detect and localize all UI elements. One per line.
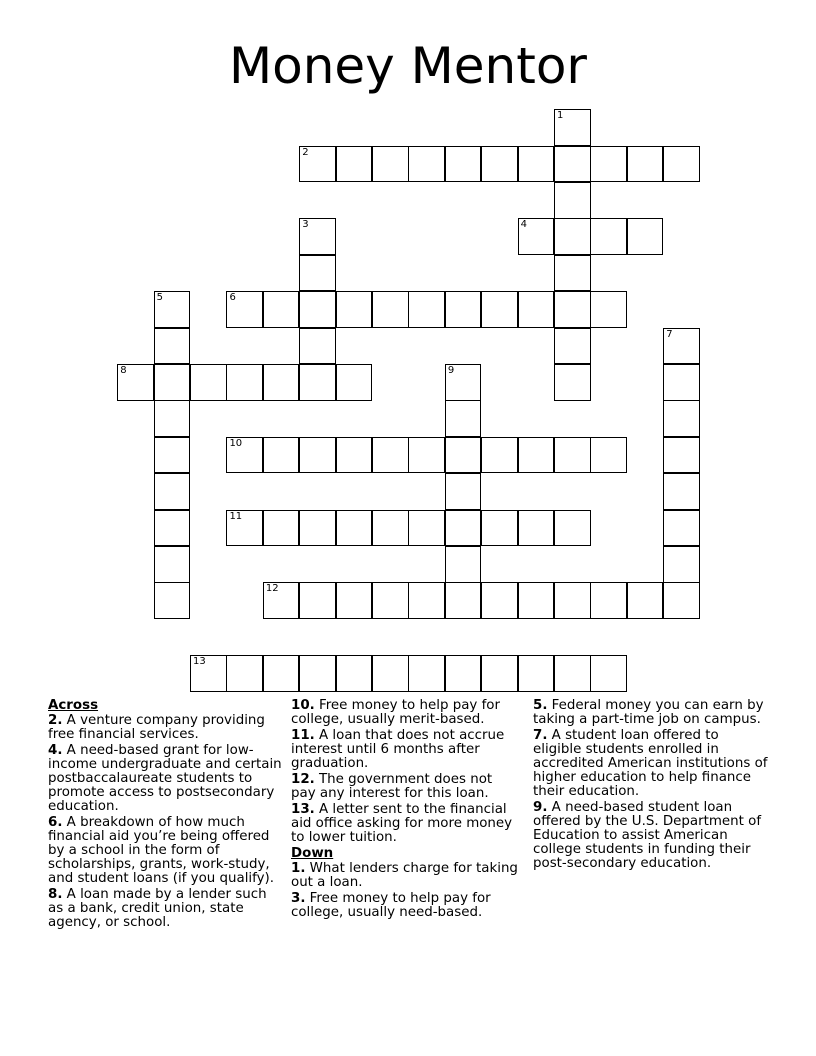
grid-cell[interactable] — [590, 146, 627, 183]
grid-cell[interactable] — [190, 364, 227, 401]
grid-cell[interactable] — [336, 364, 373, 401]
clue-item — [533, 729, 769, 799]
grid-cell[interactable] — [226, 655, 263, 692]
clue-number-label: 9. — [533, 800, 548, 815]
grid-cell[interactable] — [263, 437, 300, 474]
clue-item — [291, 729, 521, 771]
grid-cell[interactable] — [590, 582, 627, 619]
grid-cell[interactable] — [481, 291, 518, 328]
grid-cell[interactable] — [154, 437, 191, 474]
clue-number: 5 — [156, 292, 164, 304]
grid-cell[interactable] — [299, 510, 336, 547]
grid-cell[interactable] — [336, 437, 373, 474]
clue-item — [533, 699, 769, 727]
clue-number: 13 — [193, 656, 206, 668]
grid-cell[interactable] — [663, 437, 700, 474]
grid-cell[interactable] — [481, 437, 518, 474]
clue-text: A loan that does not accrue interest until 6 months after graduation. — [291, 728, 505, 771]
clue-number-label: 3. — [291, 891, 306, 906]
grid-cell[interactable] — [263, 291, 300, 328]
clue-text: A need-based grant for low-income undergraduate and certain postbaccalaureate students to promote access to postsecondary education. — [48, 743, 282, 814]
clue-number: 1 — [557, 110, 564, 122]
grid-cell[interactable] — [554, 510, 591, 547]
clue-number: 8 — [120, 365, 127, 377]
grid-cell[interactable] — [299, 655, 336, 692]
clues-column-3 — [533, 699, 769, 873]
grid-cell[interactable] — [299, 218, 336, 255]
clue-number-label: 5. — [533, 698, 548, 713]
clue-item — [291, 699, 521, 727]
grid-cell[interactable] — [627, 146, 664, 183]
grid-cell[interactable] — [554, 255, 591, 292]
grid-cell[interactable] — [445, 546, 482, 583]
clues-column-1 — [48, 699, 283, 932]
grid-cell[interactable] — [263, 510, 300, 547]
grid-cell[interactable] — [372, 510, 409, 547]
clue-text: A breakdown of how much financial aid you’re being offered by a school in the form of scholarships, grants, work-study, and student loans (if you qualify). — [48, 815, 275, 886]
clue-item — [291, 862, 521, 890]
grid-cell[interactable] — [554, 437, 591, 474]
grid-cell[interactable] — [554, 655, 591, 692]
grid-cell[interactable] — [663, 328, 700, 365]
clue-text: Free money to help pay for college, usually need-based. — [291, 891, 491, 920]
grid-cell[interactable] — [518, 218, 555, 255]
clue-number-label: 10. — [291, 698, 315, 713]
grid-cell[interactable] — [445, 400, 482, 437]
grid-cell[interactable] — [372, 655, 409, 692]
grid-cell[interactable] — [263, 655, 300, 692]
grid-cell[interactable] — [445, 473, 482, 510]
grid-cell[interactable] — [117, 364, 154, 401]
grid-cell[interactable] — [299, 582, 336, 619]
grid-cell[interactable] — [226, 364, 263, 401]
grid-cell[interactable] — [263, 364, 300, 401]
clue-number: 2 — [302, 146, 309, 158]
grid-cell[interactable] — [518, 655, 555, 692]
clue-text: The government does not pay any interest for this loan. — [291, 772, 493, 801]
grid-cell[interactable] — [627, 582, 664, 619]
grid-cell[interactable] — [408, 510, 445, 547]
grid-cell[interactable] — [590, 437, 627, 474]
clue-number-label: 13. — [291, 802, 315, 817]
grid-cell[interactable] — [299, 364, 336, 401]
grid-cell[interactable] — [226, 437, 263, 474]
grid-cell[interactable] — [154, 510, 191, 547]
grid-cell[interactable] — [518, 437, 555, 474]
grid-cell[interactable] — [445, 437, 482, 474]
clue-number: 11 — [229, 510, 243, 522]
grid-cell[interactable] — [226, 291, 263, 328]
grid-cell[interactable] — [445, 364, 482, 401]
grid-cell[interactable] — [554, 109, 591, 146]
grid-cell[interactable] — [590, 655, 627, 692]
grid-cell[interactable] — [408, 437, 445, 474]
grid-cell[interactable] — [154, 364, 191, 401]
grid-cell[interactable] — [372, 291, 409, 328]
clue-text: A need-based student loan offered by the U.S. Department of Education to assist American college students in funding their post-secondary education. — [533, 800, 762, 871]
grid-cell[interactable] — [663, 582, 700, 619]
clue-number: 4 — [520, 219, 528, 231]
grid-cell[interactable] — [518, 291, 555, 328]
down-heading: Down — [291, 846, 334, 861]
clue-text: A student loan offered to eligible students enrolled in accredited American institutions of higher education to help finance their education. — [533, 728, 768, 799]
grid-cell[interactable] — [226, 510, 263, 547]
grid-cell[interactable] — [554, 291, 591, 328]
grid-cell[interactable] — [554, 218, 591, 255]
grid-cell[interactable] — [554, 328, 591, 365]
grid-cell[interactable] — [663, 146, 700, 183]
clue-item — [48, 888, 283, 930]
grid-cell[interactable] — [154, 400, 191, 437]
clue-number-label: 1. — [291, 861, 306, 876]
grid-cell[interactable] — [445, 655, 482, 692]
grid-cell[interactable] — [190, 655, 227, 692]
clue-item — [291, 803, 521, 845]
grid-cell[interactable] — [408, 291, 445, 328]
grid-cell[interactable] — [481, 510, 518, 547]
clue-item — [291, 892, 521, 920]
grid-cell[interactable] — [590, 291, 627, 328]
grid-cell[interactable] — [372, 146, 409, 183]
grid-cell[interactable] — [445, 146, 482, 183]
grid-cell[interactable] — [372, 582, 409, 619]
clue-item — [48, 816, 283, 886]
grid-cell[interactable] — [154, 473, 191, 510]
grid-cell[interactable] — [336, 582, 373, 619]
clue-text: Federal money you can earn by taking a part-time job on campus. — [533, 698, 764, 727]
clue-number: 9 — [447, 365, 455, 377]
grid-cell[interactable] — [481, 146, 518, 183]
grid-cell[interactable] — [663, 473, 700, 510]
grid-cell[interactable] — [154, 328, 191, 365]
grid-cell[interactable] — [445, 582, 482, 619]
grid-cell[interactable] — [299, 328, 336, 365]
grid-cell[interactable] — [554, 364, 591, 401]
clue-number-label: 2. — [48, 713, 63, 728]
clue-item — [291, 773, 521, 801]
clue-number-label: 7. — [533, 728, 548, 743]
page-title: Money Mentor — [228, 37, 587, 95]
clue-number-label: 8. — [48, 887, 63, 902]
grid-cell[interactable] — [663, 364, 700, 401]
clue-number: 3 — [302, 219, 309, 231]
clue-number-label: 11. — [291, 728, 315, 743]
grid-cell[interactable] — [336, 655, 373, 692]
clue-text: A letter sent to the financial aid office asking for more money to lower tuition. — [291, 802, 513, 845]
grid-cell[interactable] — [554, 182, 591, 219]
grid-cell[interactable] — [554, 146, 591, 183]
grid-cell[interactable] — [336, 510, 373, 547]
grid-cell[interactable] — [554, 582, 591, 619]
clue-number: 6 — [229, 292, 236, 304]
grid-cell[interactable] — [590, 218, 627, 255]
clue-text: Free money to help pay for college, usually merit-based. — [291, 698, 501, 727]
clue-number: 10 — [229, 437, 243, 449]
grid-cell[interactable] — [445, 291, 482, 328]
across-heading: Across — [48, 698, 99, 713]
clue-text: A loan made by a lender such as a bank, credit union, state agency, or school. — [48, 887, 267, 930]
clue-text: What lenders charge for taking out a loan. — [291, 861, 518, 890]
grid-cell[interactable] — [408, 655, 445, 692]
clues-column-2 — [291, 699, 521, 922]
grid-cell[interactable] — [154, 546, 191, 583]
grid-cell[interactable] — [154, 291, 191, 328]
grid-cell[interactable] — [299, 255, 336, 292]
clue-text: A venture company providing free financial services. — [48, 713, 265, 742]
clue-item — [533, 801, 769, 871]
clue-item — [48, 744, 283, 814]
grid-cell[interactable] — [518, 510, 555, 547]
grid-cell[interactable] — [299, 146, 336, 183]
grid-cell[interactable] — [518, 582, 555, 619]
grid-cell[interactable] — [663, 546, 700, 583]
grid-cell[interactable] — [263, 582, 300, 619]
grid-cell[interactable] — [408, 146, 445, 183]
grid-cell[interactable] — [299, 291, 336, 328]
clue-item — [48, 714, 283, 742]
clue-number: 12 — [265, 583, 279, 595]
grid-cell[interactable] — [336, 291, 373, 328]
grid-cell[interactable] — [627, 218, 664, 255]
grid-cell[interactable] — [372, 437, 409, 474]
grid-cell[interactable] — [518, 146, 555, 183]
grid-cell[interactable] — [481, 655, 518, 692]
grid-cell[interactable] — [408, 582, 445, 619]
grid-cell[interactable] — [481, 582, 518, 619]
grid-cell[interactable] — [445, 510, 482, 547]
grid-cell[interactable] — [299, 437, 336, 474]
clue-number-label: 4. — [48, 743, 63, 758]
clue-number-label: 6. — [48, 815, 63, 830]
clue-number-label: 12. — [291, 772, 315, 787]
grid-cell[interactable] — [663, 510, 700, 547]
clue-number: 7 — [666, 328, 673, 340]
grid-cell[interactable] — [336, 146, 373, 183]
grid-cell[interactable] — [154, 582, 191, 619]
grid-cell[interactable] — [663, 400, 700, 437]
